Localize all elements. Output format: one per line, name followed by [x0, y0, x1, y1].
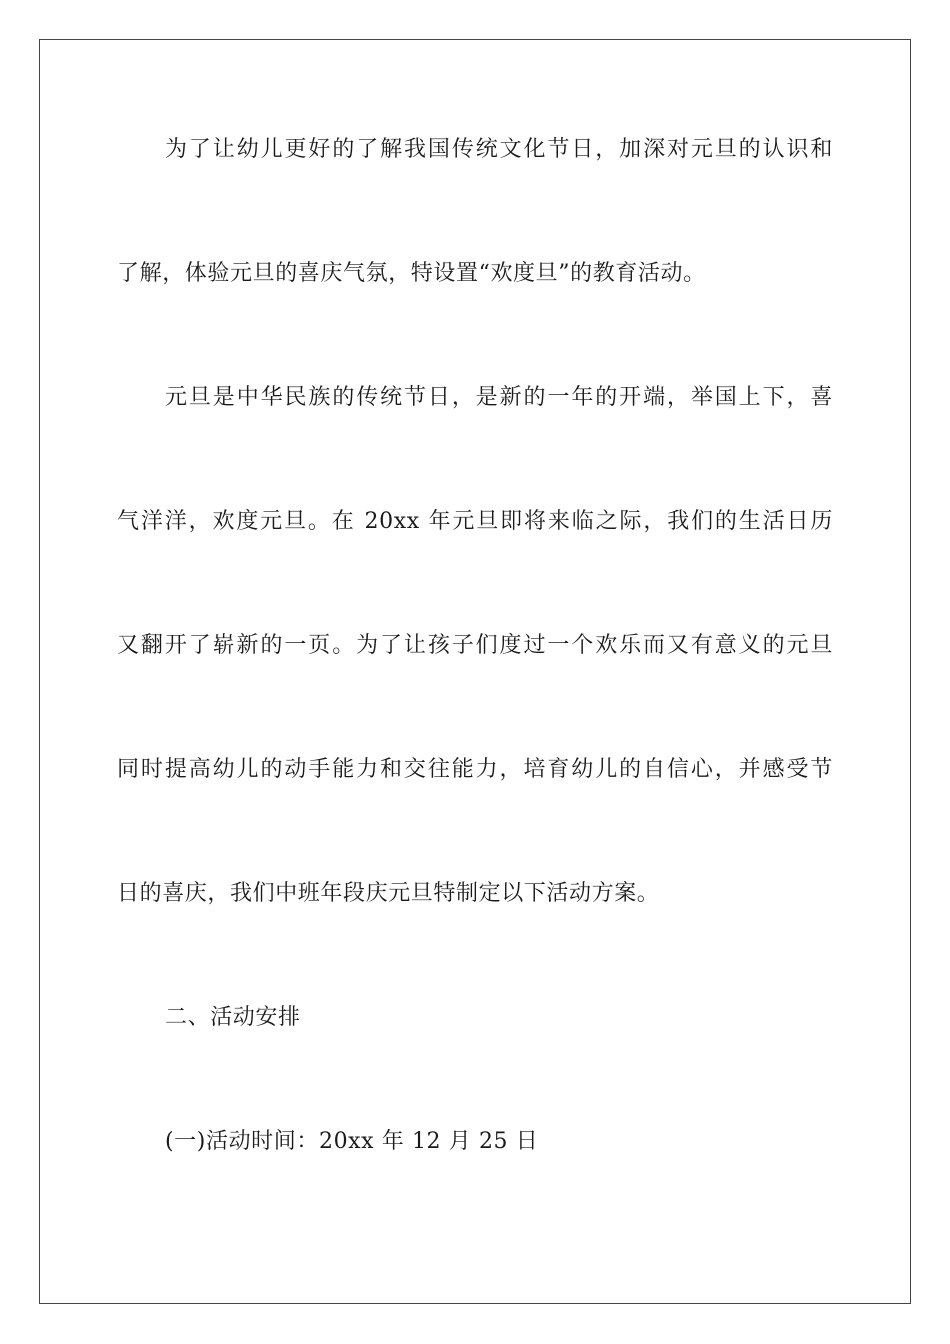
- paragraph-1-line-1: 为了让幼儿更好的了解我国传统文化节日，加深对元旦的认识和: [165, 137, 833, 162]
- paragraph-2-line-5: 日的喜庆，我们中班年段庆元旦特制定以下活动方案。: [117, 881, 660, 906]
- paragraph-2-line-1: 元旦是中华民族的传统节日，是新的一年的开端，举国上下，喜: [165, 385, 833, 410]
- page-frame: [39, 39, 911, 1304]
- paragraph-2-line-3: 又翻开了崭新的一页。为了让孩子们度过一个欢乐而又有意义的元旦: [117, 633, 833, 658]
- paragraph-1-line-2: 了解，体验元旦的喜庆气氛，特设置“欢度旦”的教育活动。: [117, 261, 706, 286]
- paragraph-2-line-4: 同时提高幼儿的动手能力和交往能力，培育幼儿的自信心，并感受节: [117, 757, 833, 782]
- paragraph-2-line-2: 气洋洋，欢度元旦。在 20xx 年元旦即将来临之际，我们的生活日历: [117, 509, 833, 534]
- section-heading: 二、活动安排: [165, 1005, 301, 1030]
- activity-time: (一)活动时间：20xx 年 12 月 25 日: [165, 1129, 539, 1154]
